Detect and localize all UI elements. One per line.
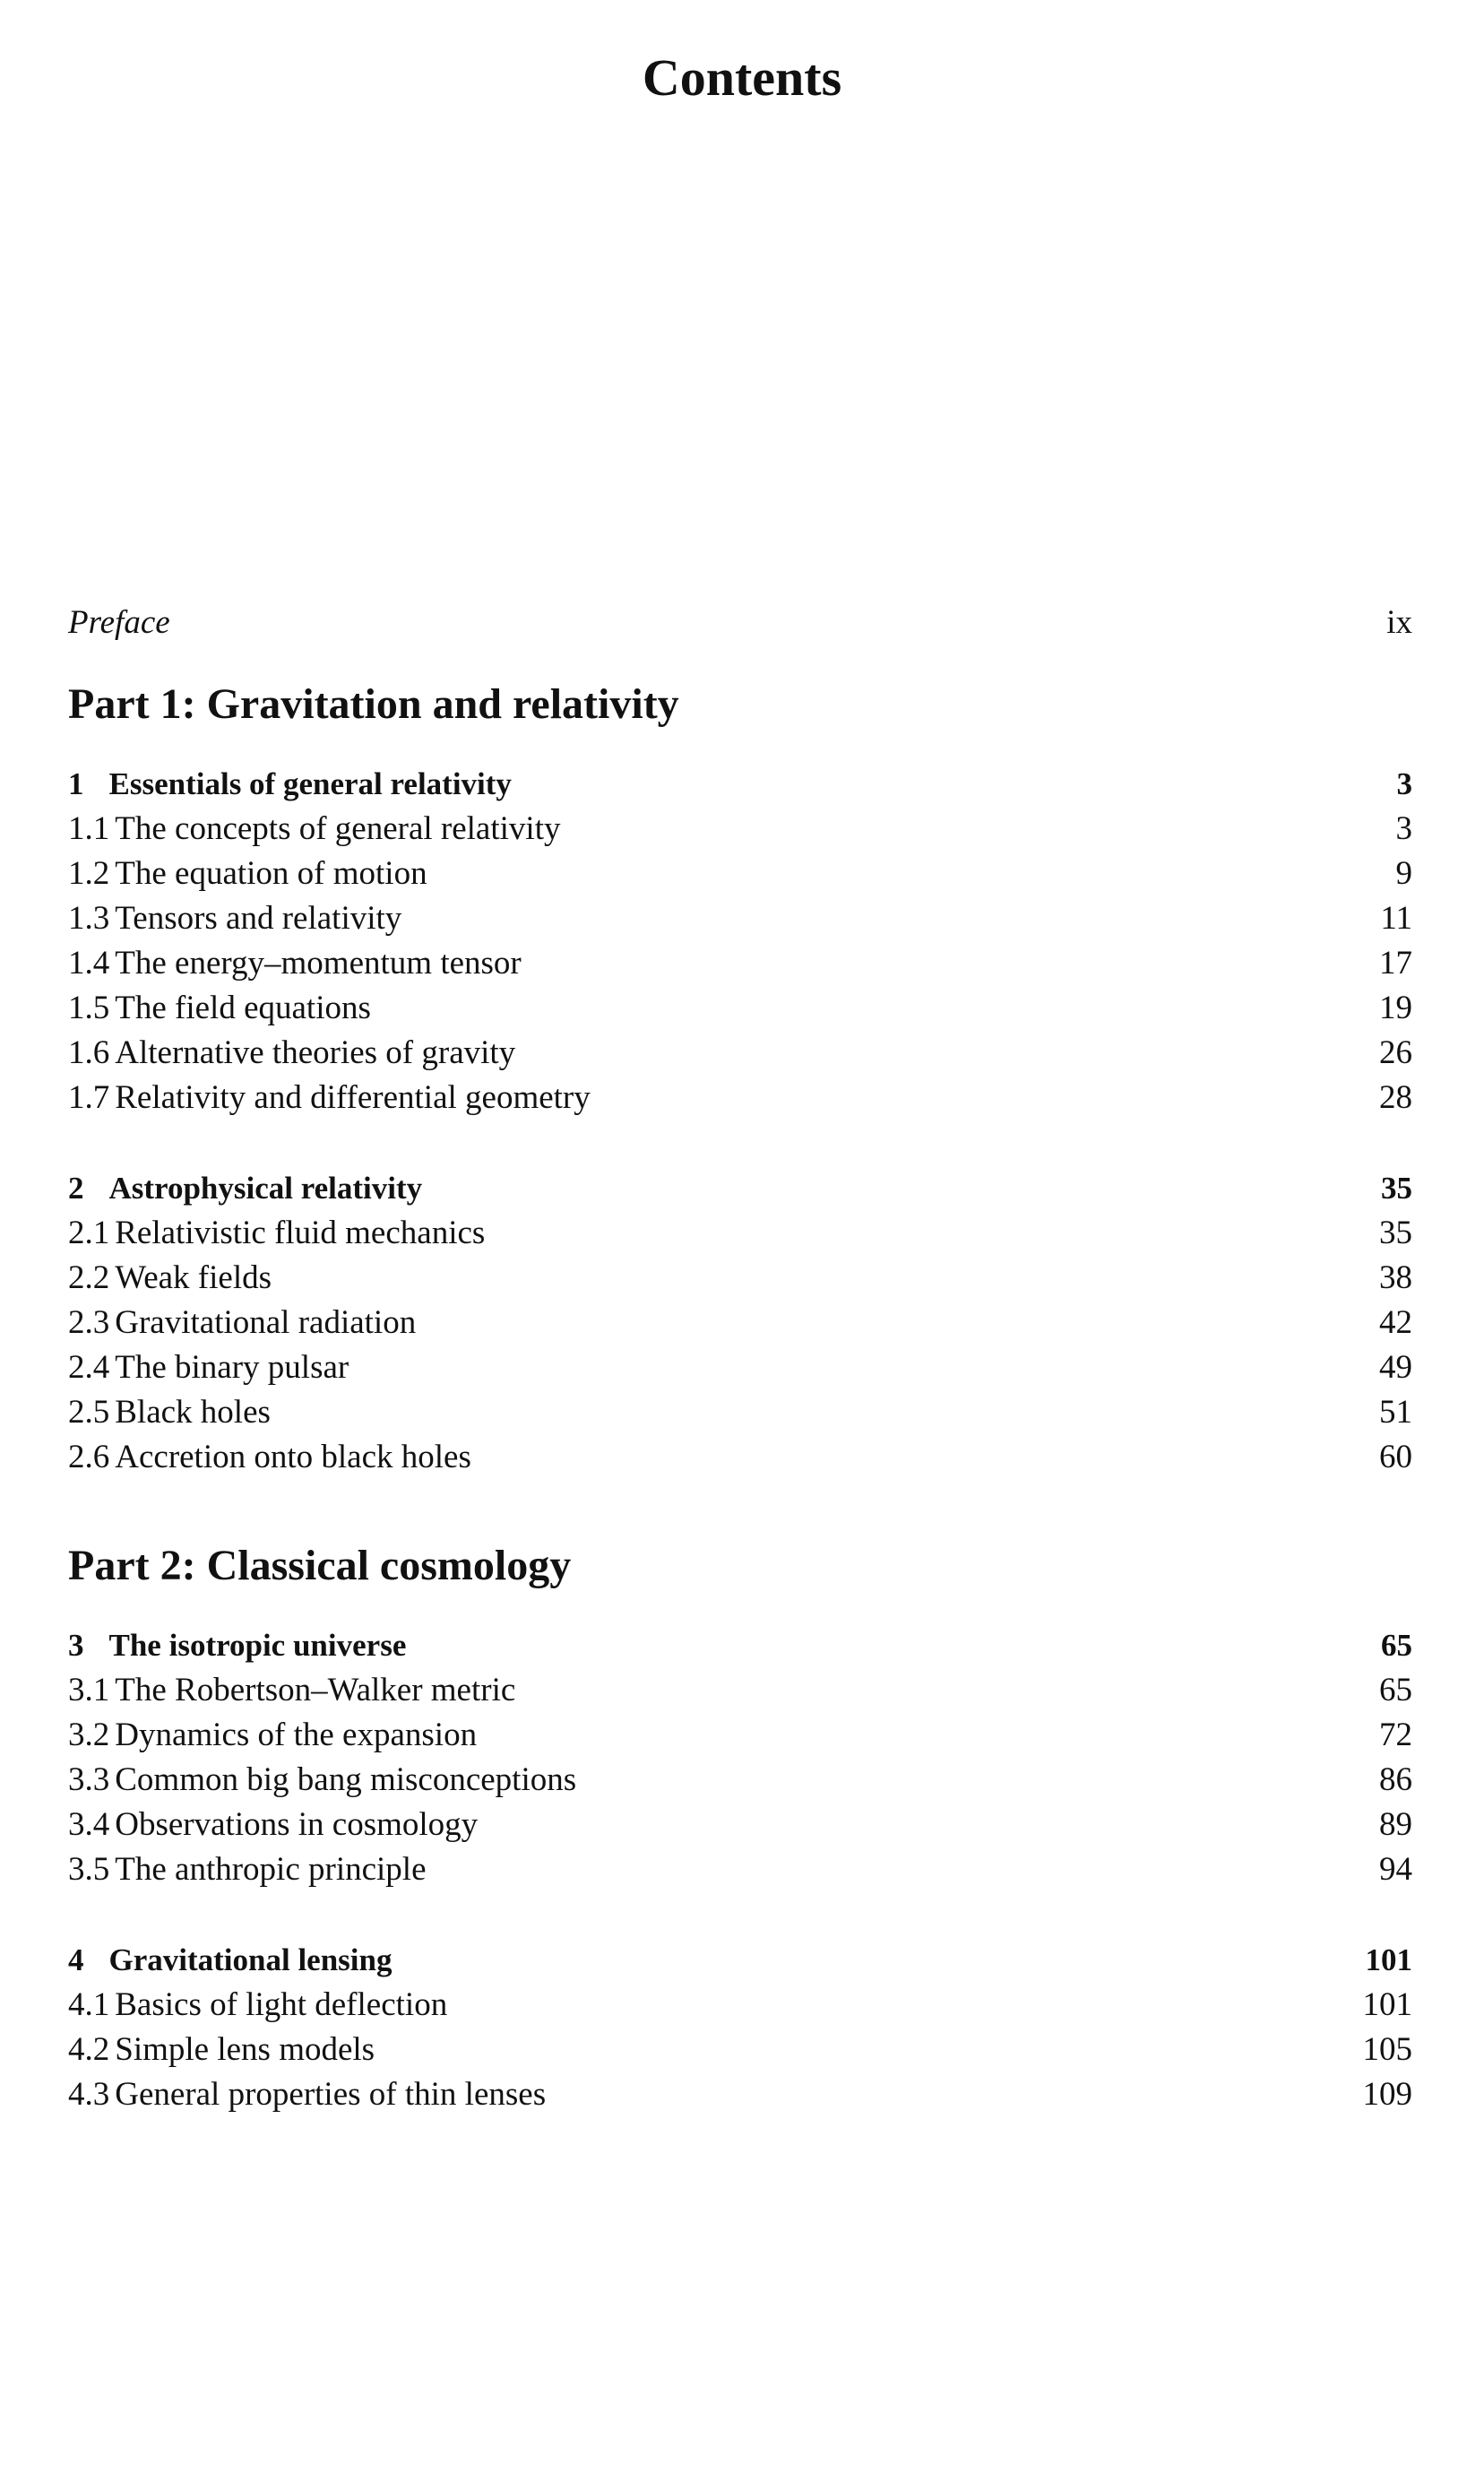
section-page: 51 xyxy=(1379,1394,1412,1431)
page-title: Contents xyxy=(642,48,842,107)
section-page: 86 xyxy=(1379,1761,1412,1798)
section-page: 94 xyxy=(1379,1851,1412,1888)
section-number: 1.4 xyxy=(68,945,110,982)
toc-section-1-3[interactable] xyxy=(68,896,1412,941)
toc-section-1-1[interactable] xyxy=(68,807,1412,852)
chapter-page: 3 xyxy=(1396,766,1412,801)
chapter-number: 4 xyxy=(68,1942,84,1977)
section-number: 1.7 xyxy=(68,1079,110,1116)
part-2-heading: Part 2: Classical cosmology xyxy=(68,1542,572,1589)
toc-chapter-1[interactable] xyxy=(68,762,1412,807)
section-title: Black holes xyxy=(115,1394,271,1431)
section-number: 2.5 xyxy=(68,1394,110,1431)
section-page: 19 xyxy=(1379,990,1412,1026)
section-page: 109 xyxy=(1362,2076,1412,2113)
section-title: The equation of motion xyxy=(115,855,427,892)
chapter-title: Essentials of general relativity xyxy=(108,766,512,801)
toc-chapter-4[interactable] xyxy=(68,1938,1412,1983)
section-number: 2.6 xyxy=(68,1439,110,1475)
section-title: Tensors and relativity xyxy=(115,900,402,937)
toc-section-4-3[interactable] xyxy=(68,2072,1412,2117)
section-page: 38 xyxy=(1379,1259,1412,1296)
section-number: 4.1 xyxy=(68,1986,110,2023)
chapter-number: 1 xyxy=(68,766,84,801)
section-number: 1.1 xyxy=(68,810,110,847)
section-page: 11 xyxy=(1380,900,1412,937)
section-page: 3 xyxy=(1395,810,1412,847)
toc-section-1-7[interactable] xyxy=(68,1076,1412,1120)
toc-section-3-5[interactable] xyxy=(68,1847,1412,1892)
section-title: Dynamics of the expansion xyxy=(115,1717,478,1753)
section-number: 4.2 xyxy=(68,2031,110,2068)
toc-chapter-2[interactable] xyxy=(68,1166,1412,1211)
chapter-page: 35 xyxy=(1381,1171,1412,1206)
section-title: Simple lens models xyxy=(115,2031,375,2068)
section-number: 3.4 xyxy=(68,1806,110,1843)
section-number: 1.5 xyxy=(68,990,110,1026)
toc-section-2-6[interactable] xyxy=(68,1435,1412,1480)
toc-section-2-3[interactable] xyxy=(68,1301,1412,1345)
section-number: 2.1 xyxy=(68,1215,110,1251)
section-title: The binary pulsar xyxy=(115,1349,349,1386)
section-title: Gravitational radiation xyxy=(115,1304,417,1341)
section-page: 105 xyxy=(1362,2031,1412,2068)
section-page: 72 xyxy=(1379,1717,1412,1753)
preface-label: Preface xyxy=(68,604,170,641)
chapter-title: The isotropic universe xyxy=(108,1628,407,1663)
section-number: 1.3 xyxy=(68,900,110,937)
section-page: 60 xyxy=(1379,1439,1412,1475)
toc-section-1-4[interactable] xyxy=(68,941,1412,986)
toc-section-4-1[interactable] xyxy=(68,1983,1412,2028)
section-number: 2.3 xyxy=(68,1304,110,1341)
toc-section-2-4[interactable] xyxy=(68,1345,1412,1390)
section-page: 65 xyxy=(1379,1672,1412,1708)
section-number: 3.3 xyxy=(68,1761,110,1798)
section-page: 28 xyxy=(1379,1079,1412,1116)
section-page: 89 xyxy=(1379,1806,1412,1843)
chapter-number: 3 xyxy=(68,1628,84,1663)
toc-section-1-5[interactable] xyxy=(68,986,1412,1031)
section-title: Relativistic fluid mechanics xyxy=(115,1215,486,1251)
toc-section-3-4[interactable] xyxy=(68,1803,1412,1847)
toc-section-2-2[interactable] xyxy=(68,1256,1412,1301)
preface-page: ix xyxy=(1386,604,1412,641)
toc-section-2-1[interactable] xyxy=(68,1211,1412,1256)
section-page: 26 xyxy=(1379,1034,1412,1071)
section-page: 17 xyxy=(1379,945,1412,982)
toc-entry-preface[interactable] xyxy=(68,601,1412,645)
section-title: Weak fields xyxy=(115,1259,272,1296)
section-title: Common big bang misconceptions xyxy=(115,1761,577,1798)
section-title: Relativity and differential geometry xyxy=(115,1079,591,1116)
section-page: 35 xyxy=(1379,1215,1412,1251)
section-page: 9 xyxy=(1395,855,1412,892)
section-number: 1.2 xyxy=(68,855,110,892)
section-title: The concepts of general relativity xyxy=(115,810,561,847)
toc-section-3-2[interactable] xyxy=(68,1713,1412,1758)
section-number: 2.2 xyxy=(68,1259,110,1296)
table-of-contents xyxy=(68,601,1412,2117)
section-title: Basics of light deflection xyxy=(115,1986,448,2023)
chapter-page: 65 xyxy=(1381,1628,1412,1663)
chapter-title: Gravitational lensing xyxy=(108,1942,393,1977)
chapter-title: Astrophysical relativity xyxy=(108,1171,423,1206)
chapter-number: 2 xyxy=(68,1171,84,1206)
section-title: The anthropic principle xyxy=(115,1851,427,1888)
toc-section-2-5[interactable] xyxy=(68,1390,1412,1435)
section-page: 42 xyxy=(1379,1304,1412,1341)
section-page: 101 xyxy=(1362,1986,1412,2023)
section-title: Accretion onto black holes xyxy=(115,1439,471,1475)
section-number: 1.6 xyxy=(68,1034,110,1071)
section-number: 3.2 xyxy=(68,1717,110,1753)
section-number: 4.3 xyxy=(68,2076,110,2113)
section-number: 2.4 xyxy=(68,1349,110,1386)
section-title: Observations in cosmology xyxy=(115,1806,479,1843)
toc-chapter-3[interactable] xyxy=(68,1623,1412,1668)
section-title: Alternative theories of gravity xyxy=(115,1034,516,1071)
section-title: The energy–momentum tensor xyxy=(115,945,522,982)
toc-section-4-2[interactable] xyxy=(68,2028,1412,2072)
section-title: The Robertson–Walker metric xyxy=(115,1672,516,1708)
part-1-heading: Part 1: Gravitation and relativity xyxy=(68,680,679,728)
section-page: 49 xyxy=(1379,1349,1412,1386)
toc-section-1-2[interactable] xyxy=(68,852,1412,896)
chapter-page: 101 xyxy=(1365,1942,1412,1977)
toc-section-3-1[interactable] xyxy=(68,1668,1412,1713)
section-title: General properties of thin lenses xyxy=(115,2076,547,2113)
section-number: 3.5 xyxy=(68,1851,110,1888)
section-title: The field equations xyxy=(115,990,371,1026)
section-number: 3.1 xyxy=(68,1672,110,1708)
toc-section-3-3[interactable] xyxy=(68,1758,1412,1803)
toc-section-1-6[interactable] xyxy=(68,1031,1412,1076)
